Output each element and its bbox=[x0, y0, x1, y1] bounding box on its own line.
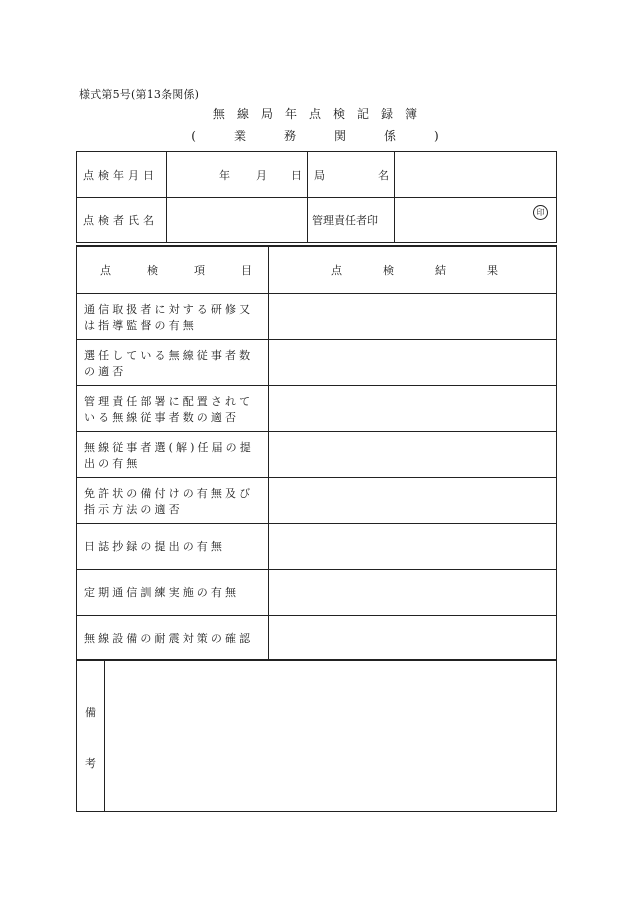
remarks-field[interactable] bbox=[105, 661, 556, 811]
table-row bbox=[77, 523, 556, 569]
year-label: 年 bbox=[219, 168, 230, 182]
header-char: 点 bbox=[100, 264, 111, 277]
form-number: 様式第5号(第13条関係) bbox=[79, 88, 200, 101]
inspection-item: 無線従事者選(解)任届の提出の有無 bbox=[84, 441, 254, 470]
inspector-name-label: 点検者氏名 bbox=[83, 214, 158, 227]
table-row bbox=[77, 615, 556, 661]
title-char: 簿 bbox=[405, 107, 418, 121]
inspection-item: 定期通信訓練実施の有無 bbox=[84, 586, 240, 599]
title-char: 局 bbox=[260, 107, 273, 121]
header-char: 検 bbox=[147, 264, 158, 277]
header-char: 検 bbox=[383, 264, 394, 277]
subtitle-char: 務 bbox=[283, 129, 296, 143]
subtitle-char: ) bbox=[434, 129, 439, 143]
table-row bbox=[77, 293, 556, 339]
table-row bbox=[77, 477, 556, 523]
inspection-item: 管理責任部署に配置されている無線従事者数の適否 bbox=[84, 395, 254, 424]
title-char: 記 bbox=[357, 107, 370, 121]
inspection-date-field[interactable] bbox=[167, 152, 307, 197]
header-table bbox=[76, 151, 557, 243]
station-label-part: 局 bbox=[314, 168, 325, 182]
inspection-item: 通信取扱者に対する研修又は指導監督の有無 bbox=[84, 303, 254, 332]
form-subtitle bbox=[0, 127, 630, 144]
table-row bbox=[77, 431, 556, 477]
inspection-item: 日誌抄録の提出の有無 bbox=[84, 540, 225, 553]
title-char: 無 bbox=[212, 107, 225, 121]
subtitle-char: 関 bbox=[334, 129, 347, 143]
form-title bbox=[0, 105, 630, 122]
station-label-part: 名 bbox=[378, 168, 389, 182]
inspection-date-label: 点検年月日 bbox=[83, 168, 158, 182]
day-label: 日 bbox=[291, 168, 302, 182]
title-char: 年 bbox=[284, 107, 297, 121]
title-char: 線 bbox=[236, 107, 249, 121]
header-char: 果 bbox=[487, 264, 498, 277]
remarks-label: 考 bbox=[85, 757, 96, 770]
header-char: 点 bbox=[331, 264, 342, 277]
title-char: 検 bbox=[333, 107, 346, 121]
title-char: 録 bbox=[381, 107, 394, 121]
inspection-item: 選任している無線従事者数の適否 bbox=[84, 349, 254, 378]
inspection-item: 免許状の備付けの有無及び指示方法の適否 bbox=[84, 487, 254, 516]
month-label: 月 bbox=[256, 168, 267, 182]
header-char: 結 bbox=[435, 264, 446, 277]
manager-seal-label: 管理責任者印 bbox=[312, 214, 378, 227]
subtitle-char: 係 bbox=[384, 129, 397, 143]
result-column-header bbox=[331, 247, 498, 293]
inspector-name-field[interactable] bbox=[167, 198, 307, 242]
table-row bbox=[77, 569, 556, 615]
header-char: 項 bbox=[194, 264, 205, 277]
remarks-label: 備 bbox=[85, 706, 96, 719]
subtitle-char: 業 bbox=[233, 129, 246, 143]
table-header-row bbox=[77, 247, 556, 293]
seal-mark-icon: 印 bbox=[533, 205, 548, 220]
inspection-table bbox=[76, 245, 557, 660]
manager-seal-field[interactable] bbox=[395, 198, 556, 242]
inspection-item: 無線設備の耐震対策の確認 bbox=[84, 632, 254, 645]
table-row bbox=[77, 339, 556, 385]
station-name-label bbox=[308, 152, 394, 197]
header-char: 目 bbox=[241, 264, 252, 277]
remarks-section bbox=[76, 660, 557, 812]
station-name-field[interactable] bbox=[395, 152, 556, 197]
table-row bbox=[77, 385, 556, 431]
title-char: 点 bbox=[308, 107, 321, 121]
item-column-header bbox=[100, 247, 252, 293]
subtitle-char: ( bbox=[191, 129, 196, 143]
